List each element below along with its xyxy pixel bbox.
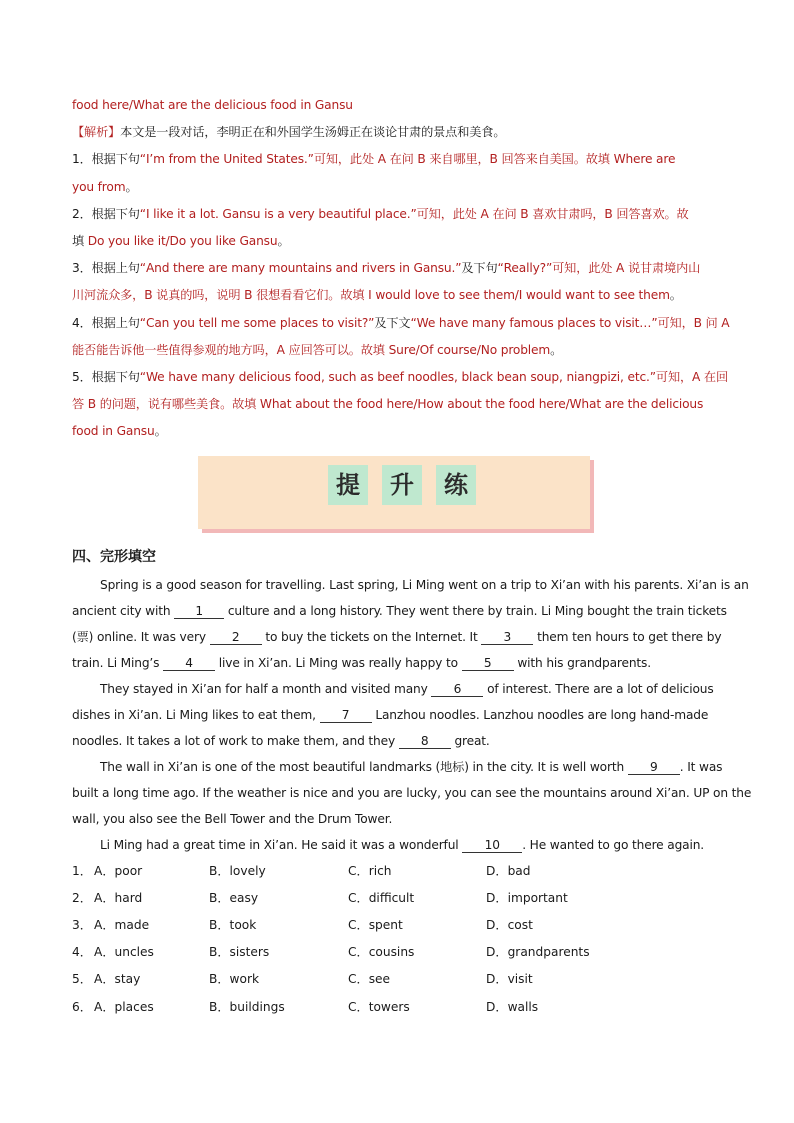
banner-background [198, 456, 590, 529]
question-number: 6． [72, 999, 92, 1014]
passage-line: The wall in Xi’an is one of the most beautiful landmarks (地标) in the city. It is well worth 9 . It was [100, 759, 723, 774]
passage-line: wall, you also see the Bell Tower and the Drum Tower. [72, 811, 393, 826]
option-a[interactable]: A．hard [94, 890, 143, 905]
answer-note-line [72, 146, 722, 173]
answer-note-segment: 川河流众多，B 说真的吗，说明 B 很想看看它们。故填 [72, 288, 369, 303]
option-a[interactable]: A．uncles [94, 945, 154, 960]
option-c[interactable]: C．rich [348, 863, 392, 878]
option-row [72, 994, 722, 1021]
blank-3[interactable]: 3 [481, 630, 533, 645]
answer-note-segment: 5．根据下句 [72, 370, 140, 385]
answer-note-line [72, 310, 730, 337]
answer-note-segment: What about the food here/How about the food here/What are the delicious [259, 397, 704, 412]
answer-note-segment: “Can you tell me some places to visit?” [139, 315, 375, 330]
option-a[interactable]: A．poor [94, 863, 143, 878]
answer-note-segment: you from [72, 179, 126, 194]
blank-6[interactable]: 6 [431, 682, 483, 697]
answer-note-line [72, 391, 722, 418]
answer-note-line [72, 174, 722, 201]
option-c[interactable]: C．towers [348, 999, 410, 1014]
answer-note-segment: “I’m from the United States.” [139, 152, 314, 167]
option-a[interactable]: A．stay [94, 972, 141, 987]
option-d[interactable]: D．visit [486, 972, 533, 987]
option-c[interactable]: C．spent [348, 918, 403, 933]
document-page [72, 92, 752, 1021]
option-b[interactable]: B．work [209, 972, 260, 987]
answer-note-segment: 答 B 的问题，说有哪些美食。故填 [72, 397, 260, 412]
analysis-summary [72, 119, 722, 146]
answer-explanation [72, 92, 730, 446]
blank-10[interactable]: 10 [462, 838, 522, 853]
answer-note-segment: 。 [154, 424, 167, 439]
option-c[interactable]: C．cousins [348, 945, 415, 960]
answer-note-segment: 2．根据下句 [72, 206, 140, 221]
answer-note-segment: “We have many famous places to visit…”可知，B 问 A [410, 315, 730, 330]
option-b[interactable]: B．lovely [209, 863, 266, 878]
passage-line: ancient city with 1 culture and a long history. They went there by train. Li Ming bought the train tickets [72, 603, 727, 618]
question-number: 5． [72, 972, 92, 987]
option-d[interactable]: D．bad [486, 863, 531, 878]
practice-banner [72, 452, 722, 540]
option-a[interactable]: A．places [94, 999, 154, 1014]
option-d[interactable]: D．walls [486, 999, 539, 1014]
answer-note-segment: 填 [72, 234, 88, 249]
banner-char: 提 [328, 465, 368, 505]
answer-note-segment: Do you like it/Do you like Gansu [87, 234, 278, 249]
option-d[interactable]: D．grandparents [486, 945, 590, 960]
passage-line: train. Li Ming’s 4 live in Xi’an. Li Ming was really happy to 5 with his grandparents. [72, 655, 651, 670]
passage-line: They stayed in Xi’an for half a month and visited many 6 of interest. There are a lot of delicious [100, 681, 714, 696]
banner-char: 练 [436, 465, 476, 505]
banner-title [328, 465, 486, 505]
banner-char: 升 [382, 465, 422, 505]
answer-note-line [72, 228, 722, 255]
answer-note-segment: 可知，此处 A 在问 B 来自哪里，B 回答来自美国。故填 [313, 152, 614, 167]
blank-1[interactable]: 1 [174, 604, 224, 619]
cloze-passage [72, 572, 752, 858]
answer-note-segment: 3．根据上句 [72, 261, 140, 276]
question-number: 3． [72, 918, 92, 933]
answer-note-segment: 。 [669, 288, 682, 303]
question-number: 4． [72, 945, 92, 960]
passage-line: Spring is a good season for travelling. Last spring, Li Ming went on a trip to Xi’an with his parents. Xi’an is an [100, 577, 749, 592]
answer-continuation: food here/What are the delicious food in Gansu [72, 98, 353, 112]
passage-line: built a long time ago. If the weather is nice and you are lucky, you can see the mountains around Xi’an. UP on the [72, 785, 752, 800]
option-row [72, 912, 722, 939]
question-number: 1． [72, 863, 92, 878]
answer-note-segment: 。 [125, 179, 138, 194]
blank-9[interactable]: 9 [628, 760, 680, 775]
option-b[interactable]: B．buildings [209, 999, 285, 1014]
answer-note-line [72, 201, 722, 228]
option-b[interactable]: B．easy [209, 890, 259, 905]
answer-note-segment: Where are [613, 152, 676, 167]
analysis-tag: 【解析】 [72, 125, 121, 140]
answer-note-segment: 1．根据下句 [72, 152, 140, 167]
answer-note-line [72, 364, 729, 391]
answer-note-segment: 能否能告诉他一些值得参观的地方吗，A 应回答可以。故填 [72, 342, 389, 357]
blank-4[interactable]: 4 [163, 656, 215, 671]
answer-note-segment: 可知，A 在回 [655, 370, 729, 385]
question-number: 2． [72, 890, 92, 905]
option-c[interactable]: C．difficult [348, 890, 415, 905]
section-heading: 四、完形填空 [72, 548, 156, 565]
answer-note-line [72, 337, 722, 364]
answer-note-segment: “We have many delicious food, such as beef noodles, black bean soup, niangpizi, etc.” [139, 370, 656, 385]
answer-note-segment: “Really?”可知，此处 A 说甘肃境内山 [497, 261, 701, 276]
answer-note-segment: “And there are many mountains and rivers in Gansu.” [139, 261, 462, 276]
option-row [72, 885, 722, 912]
passage-line: dishes in Xi’an. Li Ming likes to eat them, 7 Lanzhou noodles. Lanzhou noodles are long hand-made [72, 707, 709, 722]
option-c[interactable]: C．see [348, 972, 391, 987]
option-a[interactable]: A．made [94, 918, 150, 933]
answer-note-line [72, 418, 722, 445]
answer-note-segment: “I like it a lot. Gansu is a very beautiful place.” [139, 206, 417, 221]
option-row [72, 939, 722, 966]
answer-note-segment: 4．根据上句 [72, 315, 140, 330]
answer-note-segment: 及下文 [374, 315, 411, 330]
option-b[interactable]: B．took [209, 918, 257, 933]
answer-note-segment: I would love to see them/I would want to see them [368, 288, 670, 303]
answer-note-segment: 及下句 [461, 261, 498, 276]
blank-8[interactable]: 8 [399, 734, 451, 749]
analysis-text: 本文是一段对话，李明正在和外国学生汤姆正在谈论甘肃的景点和美食。 [120, 125, 506, 140]
blank-5[interactable]: 5 [462, 656, 514, 671]
blank-7[interactable]: 7 [320, 708, 372, 723]
option-b[interactable]: B．sisters [209, 945, 270, 960]
option-row [72, 966, 722, 993]
answer-note-segment: food in Gansu [72, 424, 155, 439]
answer-notes [72, 146, 730, 445]
answer-note-line [72, 255, 722, 282]
answer-note-segment: Sure/Of course/No problem [388, 342, 551, 357]
blank-2[interactable]: 2 [210, 630, 262, 645]
passage-line: (票) online. It was very 2 to buy the tickets on the Internet. It 3 them ten hours to get there by [72, 629, 722, 644]
answer-note-line [72, 282, 722, 309]
passage-line: Li Ming had a great time in Xi’an. He said it was a wonderful 10 . He wanted to go there again. [100, 837, 705, 852]
option-d[interactable]: D．important [486, 890, 568, 905]
passage-line: noodles. It takes a lot of work to make them, and they 8 great. [72, 733, 490, 748]
answer-note-segment: 。 [550, 342, 563, 357]
answer-note-segment: 可知，此处 A 在问 B 喜欢甘肃吗，B 回答喜欢。故 [416, 206, 689, 221]
option-d[interactable]: D．cost [486, 918, 533, 933]
answer-note-segment: 。 [277, 234, 290, 249]
option-row [72, 858, 722, 885]
options-list [72, 858, 722, 1021]
